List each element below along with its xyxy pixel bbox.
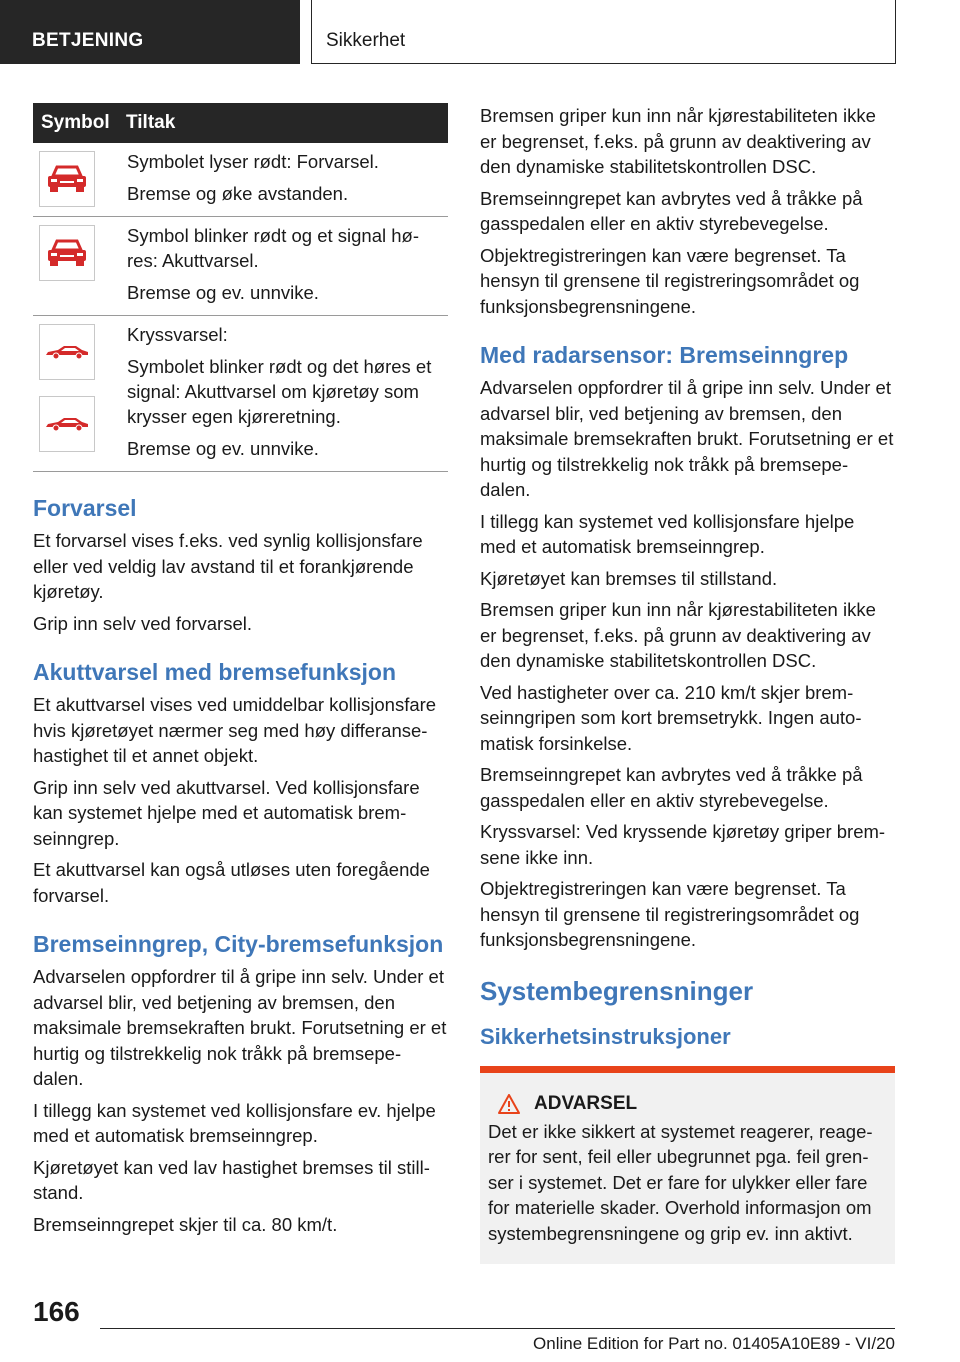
paragraph: Et forvarsel vises f.eks. ved synlig kollisjonsfare eller ved veldig lav avstand til et forankjørende kjøretøy. [33,530,423,602]
section-tab: BETJENING [0,0,300,64]
left-column [33,103,448,1243]
heading-safety-instructions: Sikkerhetsinstruksjoner [480,1023,731,1049]
car-side-icon [39,324,95,380]
warning-triangle-icon [498,1094,520,1114]
table-cell-text: Symbolet blinker rødt og det høres et signal: Akuttvarsel om kjøretøy som krysser egen kjøreretning. [127,356,432,427]
paragraph: Et akuttvarsel kan også utløses uten foregående forvarsel. [33,859,430,906]
car-front-icon [39,151,95,207]
paragraph: Kjøretøyet kan bremses til stillstand. [480,567,778,589]
paragraph: Objektregistreringen kan være begrenset. Ta hensyn til grensene til registreringsområdet og funksjonsbegrensningene. [480,244,860,317]
paragraph: I tillegg kan systemet ved kollisjonsfare hjelpe med et automatisk bremseinngrep. [480,510,855,557]
warning-title: ADVARSEL [534,1092,638,1114]
warning-title-row [488,1093,887,1115]
paragraph: Ved hastigheter over ca. 210 km/t skjer brem-seinngripen som kort bremsetrykk. Ingen auto-matisk forsinkelse. [480,681,862,754]
paragraph: Bremsen griper kun inn når kjørestabiliteten ikke er begrenset, f.eks. på grunn av deaktivering av den dynamiske stabilitetskontrollen DSC. [480,599,876,671]
warning-box [480,1066,895,1265]
footer-divider [100,1328,895,1329]
table-cell-text: Bremse og ev. unnvike. [127,438,319,459]
warning-text: Det er ikke sikkert at systemet reagerer, reage-rer for sent, feil eller ubegrunnet pga. feil gren-ser i systemet. Det er fare for ulykker eller fare for materielle skader. Overhold informasjon om systembegrensningene og grip ev. inn aktivt. [488,1120,873,1244]
table-cell-text: Symbol blinker rødt og et signal hø-res: Akuttvarsel. [127,225,420,271]
chapter-tab: Sikkerhet [311,0,896,64]
col-header-action: Tiltak [126,103,448,143]
table-cell-text: Symbolet lyser rødt: Forvarsel. [127,151,379,172]
paragraph: Bremsen griper kun inn når kjørestabiliteten ikke er begrenset, f.eks. på grunn av deaktivering av den dynamiske stabilitetskontrollen DSC. [480,105,876,177]
paragraph: Bremseinngrepet kan avbrytes ved å tråkke på gasspedalen eller en aktiv styrebevegelse. [480,187,863,234]
car-front-icon [39,225,95,281]
page-header [0,0,960,66]
right-column [480,103,895,1264]
footer-edition: Online Edition for Part no. 01405A10E89 - VI/20 [533,1334,895,1353]
heading-city-brake: Bremseinngrep, City-bremsefunksjon [33,931,444,957]
heading-akuttvarsel: Akuttvarsel med bremsefunksjon [33,659,397,685]
paragraph: Objektregistreringen kan være begrenset. Ta hensyn til grensene til registreringsområdet og funksjonsbegrensningene. [480,878,860,950]
symbol-table [33,103,448,472]
table-row [33,143,448,217]
table-row [33,316,448,472]
heading-radar-brake: Med radarsensor: Bremseinngrep [480,342,849,368]
paragraph: Advarselen oppfordrer til å gripe inn selv. Under et advarsel blir, ved betjening av bremsen, den maksimale bremsekraften brukt. Forutsetning er et hurtig og tilstrekkelig nok tråkk på bremsepe-dalen. [33,966,447,1089]
table-cell-text: Bremse og ev. unnvike. [127,282,319,303]
table-cell-text: Bremse og øke avstanden. [127,183,349,204]
paragraph: Grip inn selv ved akuttvarsel. Ved kollisjonsfare kan systemet hjelpe med et automatisk brem-seinngrep. [33,776,420,849]
paragraph: Advarselen oppfordrer til å gripe inn selv. Under et advarsel blir, ved betjening av bremsen, den maksimale bremsekraften brukt. Forutsetning er et hurtig og tilstrekkelig nok tråkk på bremsepe-dalen. [480,377,894,500]
heading-system-limits: Systembegrensninger [480,975,754,1006]
paragraph: Bremseinngrepet kan avbrytes ved å tråkke på gasspedalen eller en aktiv styrebevegelse. [480,764,863,811]
table-row [33,217,448,316]
page-number: 166 [33,1296,80,1327]
table-cell-text: Kryssvarsel: [127,324,228,345]
col-header-symbol: Symbol [33,103,126,143]
car-side-icon [39,396,95,452]
paragraph: Kryssvarsel: Ved kryssende kjøretøy griper brem-sene ikke inn. [480,821,886,868]
heading-forvarsel: Forvarsel [33,495,137,521]
paragraph: Kjøretøyet kan ved lav hastighet bremses til still-stand. [33,1156,430,1203]
paragraph: Et akuttvarsel vises ved umiddelbar kollisjonsfare hvis kjøretøyet nærmer seg med høy differanse-hastighet til et annet objekt. [33,694,437,766]
paragraph: Grip inn selv ved forvarsel. [33,612,253,634]
paragraph: I tillegg kan systemet ved kollisjonsfare ev. hjelpe med et automatisk bremseinngrep. [33,1099,436,1146]
paragraph: Bremseinngrepet skjer til ca. 80 km/t. [33,1213,338,1235]
